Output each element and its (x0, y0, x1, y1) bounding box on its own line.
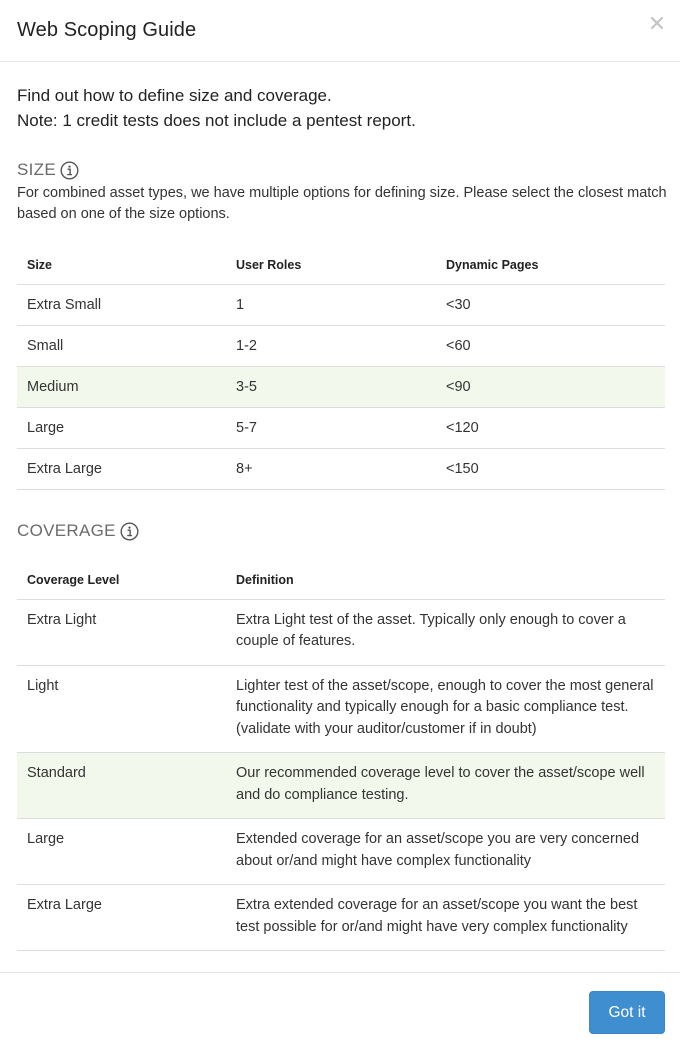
modal-header (0, 0, 680, 62)
modal-title: Web Scoping Guide (17, 19, 197, 41)
dynamic-pages-cell: <120 (436, 407, 665, 448)
modal-footer (0, 972, 680, 1050)
coverage-level-cell: Large (17, 819, 226, 885)
close-icon[interactable] (649, 15, 665, 31)
user-roles-cell: 5-7 (226, 407, 436, 448)
definition-cell: Our recommended coverage level to cover the asset/scope well and do compliance testing. (226, 753, 665, 819)
coverage-level-cell: Standard (17, 753, 226, 819)
coverage-table-header-row (17, 561, 665, 599)
table-row-highlighted (17, 753, 665, 819)
size-cell: Extra Small (17, 284, 226, 325)
dynamic-pages-cell: <90 (436, 366, 665, 407)
column-header-coverage-level: Coverage Level (17, 561, 226, 599)
definition-cell: Extended coverage for an asset/scope you are very concerned about or/and might have complex functionality (226, 819, 665, 885)
size-section-title (17, 160, 79, 180)
table-row (17, 665, 665, 753)
info-icon[interactable] (120, 522, 139, 541)
intro-text (17, 83, 416, 133)
got-it-button[interactable]: Got it (589, 991, 665, 1034)
coverage-section-title (17, 521, 139, 541)
intro-line: Find out how to define size and coverage. (17, 86, 332, 105)
table-row (17, 819, 665, 885)
definition-cell: Lighter test of the asset/scope, enough to cover the most general functionality and typically enough for a basic compliance test. (validate with your auditor/customer if in doubt) (226, 665, 665, 753)
size-cell: Medium (17, 366, 226, 407)
column-header-size: Size (17, 246, 226, 284)
table-row (17, 599, 665, 665)
size-description: For combined asset types, we have multiple options for defining size. Please select the closest match based on one of the size options. (17, 185, 667, 222)
table-row (17, 407, 665, 448)
coverage-table (17, 561, 665, 951)
column-header-dynamic-pages: Dynamic Pages (436, 246, 665, 284)
size-cell: Large (17, 407, 226, 448)
coverage-level-cell: Light (17, 665, 226, 753)
definition-cell: Extra Light test of the asset. Typically only enough to cover a couple of features. (226, 599, 665, 665)
info-icon[interactable] (60, 161, 79, 180)
size-cell: Small (17, 325, 226, 366)
definition-cell: Extra extended coverage for an asset/scope you want the best test possible for or/and might have very complex functionality (226, 885, 665, 951)
column-header-user-roles: User Roles (226, 246, 436, 284)
user-roles-cell: 3-5 (226, 366, 436, 407)
coverage-level-cell: Extra Large (17, 885, 226, 951)
table-row (17, 284, 665, 325)
user-roles-cell: 8+ (226, 448, 436, 489)
dynamic-pages-cell: <150 (436, 448, 665, 489)
dynamic-pages-cell: <30 (436, 284, 665, 325)
dynamic-pages-cell: <60 (436, 325, 665, 366)
user-roles-cell: 1 (226, 284, 436, 325)
size-table-header-row (17, 246, 665, 284)
table-row-highlighted (17, 366, 665, 407)
size-table (17, 246, 665, 490)
column-header-definition: Definition (226, 561, 665, 599)
size-cell: Extra Large (17, 448, 226, 489)
size-title-label: SIZE (17, 160, 56, 179)
table-row (17, 885, 665, 951)
coverage-title-label: COVERAGE (17, 521, 116, 540)
table-row (17, 448, 665, 489)
user-roles-cell: 1-2 (226, 325, 436, 366)
coverage-level-cell: Extra Light (17, 599, 226, 665)
intro-note: Note: 1 credit tests does not include a pentest report. (17, 111, 416, 130)
table-row (17, 325, 665, 366)
